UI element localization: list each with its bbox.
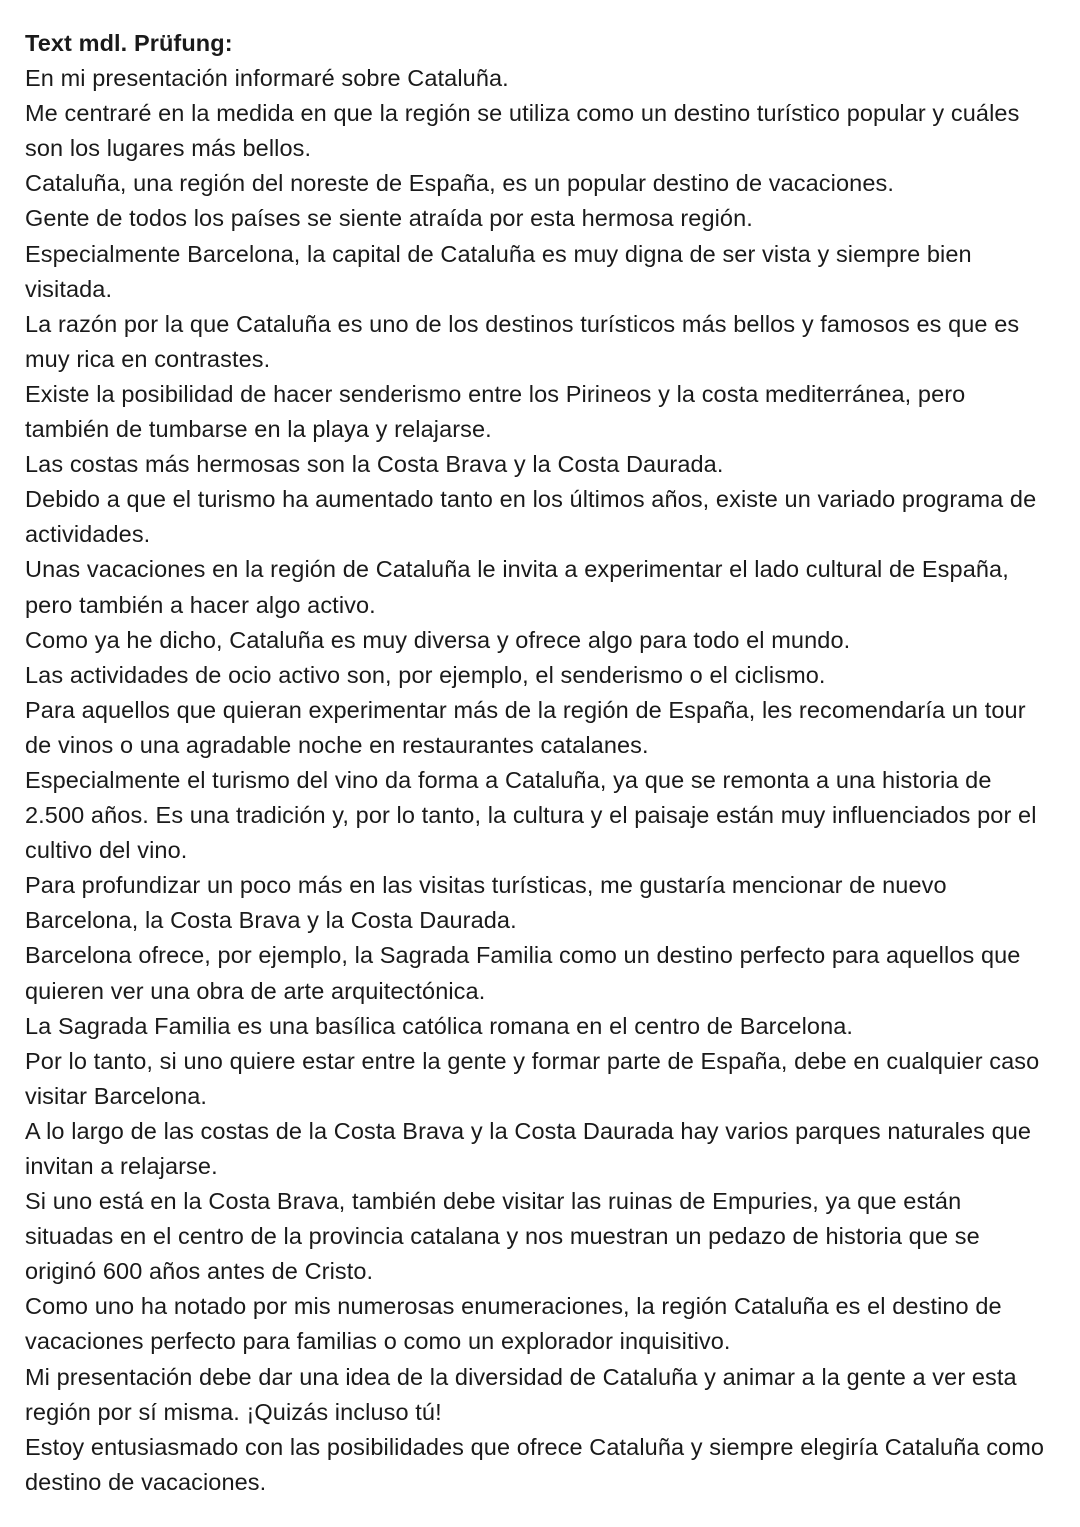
- text-line: Especialmente el turismo del vino da forma a Cataluña, ya que se remonta a una historia de 2.500 años. Es una tradición y, por lo tanto, la cultura y el paisaje están muy influenciados por el cultivo del vino.: [25, 766, 1037, 864]
- text-line: Especialmente Barcelona, la capital de Cataluña es muy digna de ser vista y siempre bien visitada.: [25, 240, 972, 302]
- text-line: A lo largo de las costas de la Costa Brava y la Costa Daurada hay varios parques naturales que invitan a relajarse.: [25, 1117, 1032, 1179]
- text-line: Las actividades de ocio activo son, por ejemplo, el senderismo o el ciclismo.: [25, 661, 826, 688]
- text-line: Mi presentación debe dar una idea de la diversidad de Cataluña y animar a la gente a ver esta región por sí misma. ¡Quizás incluso tú!: [25, 1363, 1017, 1425]
- text-line: Gente de todos los países se siente atraída por esta hermosa región.: [25, 205, 753, 232]
- text-line: Unas vacaciones en la región de Cataluña le invita a experimentar el lado cultural de España, pero también a hacer algo activo.: [25, 556, 1009, 618]
- text-line: Como ya he dicho, Cataluña es muy diversa y ofrece algo para todo el mundo.: [25, 626, 851, 653]
- text-line: Como uno ha notado por mis numerosas enumeraciones, la región Cataluña es el destino de vacaciones perfecto para familias o como un explorador inquisitivo.: [25, 1293, 1002, 1355]
- text-line: Existe la posibilidad de hacer senderismo entre los Pirineos y la costa mediterránea, pero también de tumbarse en la playa y relajarse.: [25, 380, 966, 443]
- document-title: Text mdl. Prüfung:: [25, 30, 233, 56]
- text-line: Para aquellos que quieran experimentar más de la región de España, les recomendaría un tour de vinos o una agradable noche en restaurantes catalanes.: [25, 696, 1026, 758]
- text-line: La razón por la que Cataluña es uno de los destinos turísticos más bellos y famosos es que es muy rica en contrastes.: [25, 310, 1020, 372]
- text-line: La Sagrada Familia es una basílica católica romana en el centro de Barcelona.: [25, 1012, 854, 1039]
- text-line: Me centraré en la medida en que la región se utiliza como un destino turístico popular y cuáles son los lugares más bellos.: [25, 100, 1020, 162]
- text-line: Si uno está en la Costa Brava, también debe visitar las ruinas de Empuries, ya que están situadas en el centro de la provincia catalana y nos muestran un pedazo de historia que se originó 600 años antes de Cristo.: [25, 1188, 980, 1285]
- text-line: Barcelona ofrece, por ejemplo, la Sagrada Familia como un destino perfecto para aquellos que quieren ver una obra de arte arquitectónica.: [25, 942, 1021, 1004]
- text-line: Por lo tanto, si uno quiere estar entre la gente y formar parte de España, debe en cualquier caso visitar Barcelona.: [25, 1047, 1040, 1109]
- text-line: Debido a que el turismo ha aumentado tanto en los últimos años, existe un variado programa de actividades.: [25, 486, 1037, 548]
- document-page: [25, 26, 1055, 1500]
- text-line: Las costas más hermosas son la Costa Brava y la Costa Daurada.: [25, 451, 724, 478]
- text-line: Cataluña, una región del noreste de España, es un popular destino de vacaciones.: [25, 170, 894, 197]
- text-line: En mi presentación informaré sobre Cataluña.: [25, 65, 509, 92]
- document-body: [25, 61, 1055, 1500]
- text-line: Para profundizar un poco más en las visitas turísticas, me gustaría mencionar de nuevo Barcelona, la Costa Brava y la Costa Daurada.: [25, 872, 947, 934]
- text-line: Estoy entusiasmado con las posibilidades que ofrece Cataluña y siempre elegiría Cataluña como destino de vacaciones.: [25, 1433, 1045, 1495]
